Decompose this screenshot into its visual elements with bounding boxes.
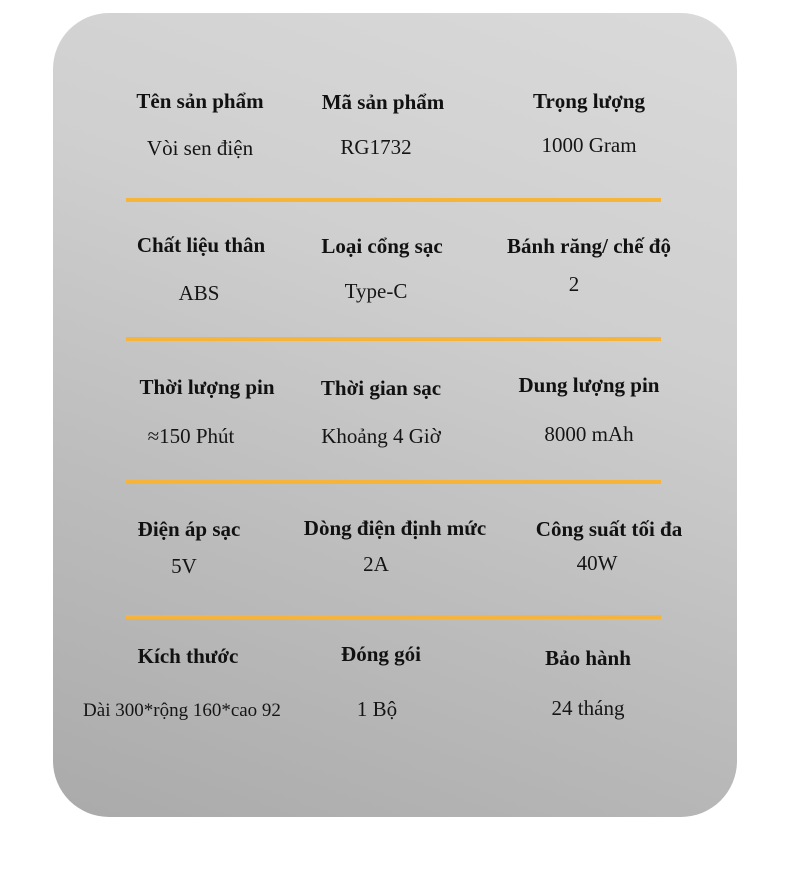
spec-label-charge-voltage: Điện áp sạc — [137, 517, 241, 541]
spec-value-max-power: 40W — [576, 551, 618, 575]
spec-label-packaging: Đóng gói — [341, 642, 421, 666]
spec-value-charging-port: Type-C — [344, 279, 408, 303]
spec-label-dimensions: Kích thước — [137, 644, 239, 668]
spec-value-charge-voltage: 5V — [171, 554, 197, 578]
spec-label-charging-port: Loại cổng sạc — [321, 234, 443, 258]
divider — [126, 337, 661, 341]
spec-label-body-material: Chất liệu thân — [136, 233, 266, 257]
spec-label-gear-mode: Bánh răng/ chế độ — [507, 234, 671, 258]
divider — [126, 615, 661, 619]
spec-value-body-material: ABS — [178, 281, 220, 305]
spec-label-battery-life: Thời lượng pin — [139, 375, 275, 399]
divider — [126, 198, 661, 202]
spec-value-weight: 1000 Gram — [541, 133, 637, 157]
divider — [126, 480, 661, 484]
spec-value-battery-capacity: 8000 mAh — [544, 422, 634, 446]
spec-value-warranty: 24 tháng — [551, 696, 625, 720]
spec-label-weight: Trọng lượng — [533, 89, 645, 113]
spec-label-rated-current: Dòng điện định mức — [303, 516, 487, 540]
spec-value-charge-time: Khoảng 4 Giờ — [321, 424, 441, 448]
spec-value-product-name: Vòi sen điện — [146, 136, 254, 160]
spec-value-packaging: 1 Bộ — [356, 697, 398, 721]
spec-label-battery-capacity: Dung lượng pin — [518, 373, 660, 397]
spec-label-warranty: Bảo hành — [545, 646, 631, 670]
spec-value-product-code: RG1732 — [340, 135, 412, 159]
spec-label-product-name: Tên sản phẩm — [136, 89, 264, 113]
spec-value-rated-current: 2A — [363, 552, 389, 576]
spec-value-battery-life: ≈150 Phút — [147, 424, 235, 448]
spec-label-product-code: Mã sản phẩm — [321, 90, 445, 114]
spec-label-charge-time: Thời gian sạc — [320, 376, 442, 400]
spec-value-gear-mode: 2 — [568, 272, 580, 296]
spec-value-dimensions: Dài 300*rộng 160*cao 92 — [83, 700, 281, 721]
spec-label-max-power: Công suất tối đa — [535, 517, 683, 541]
